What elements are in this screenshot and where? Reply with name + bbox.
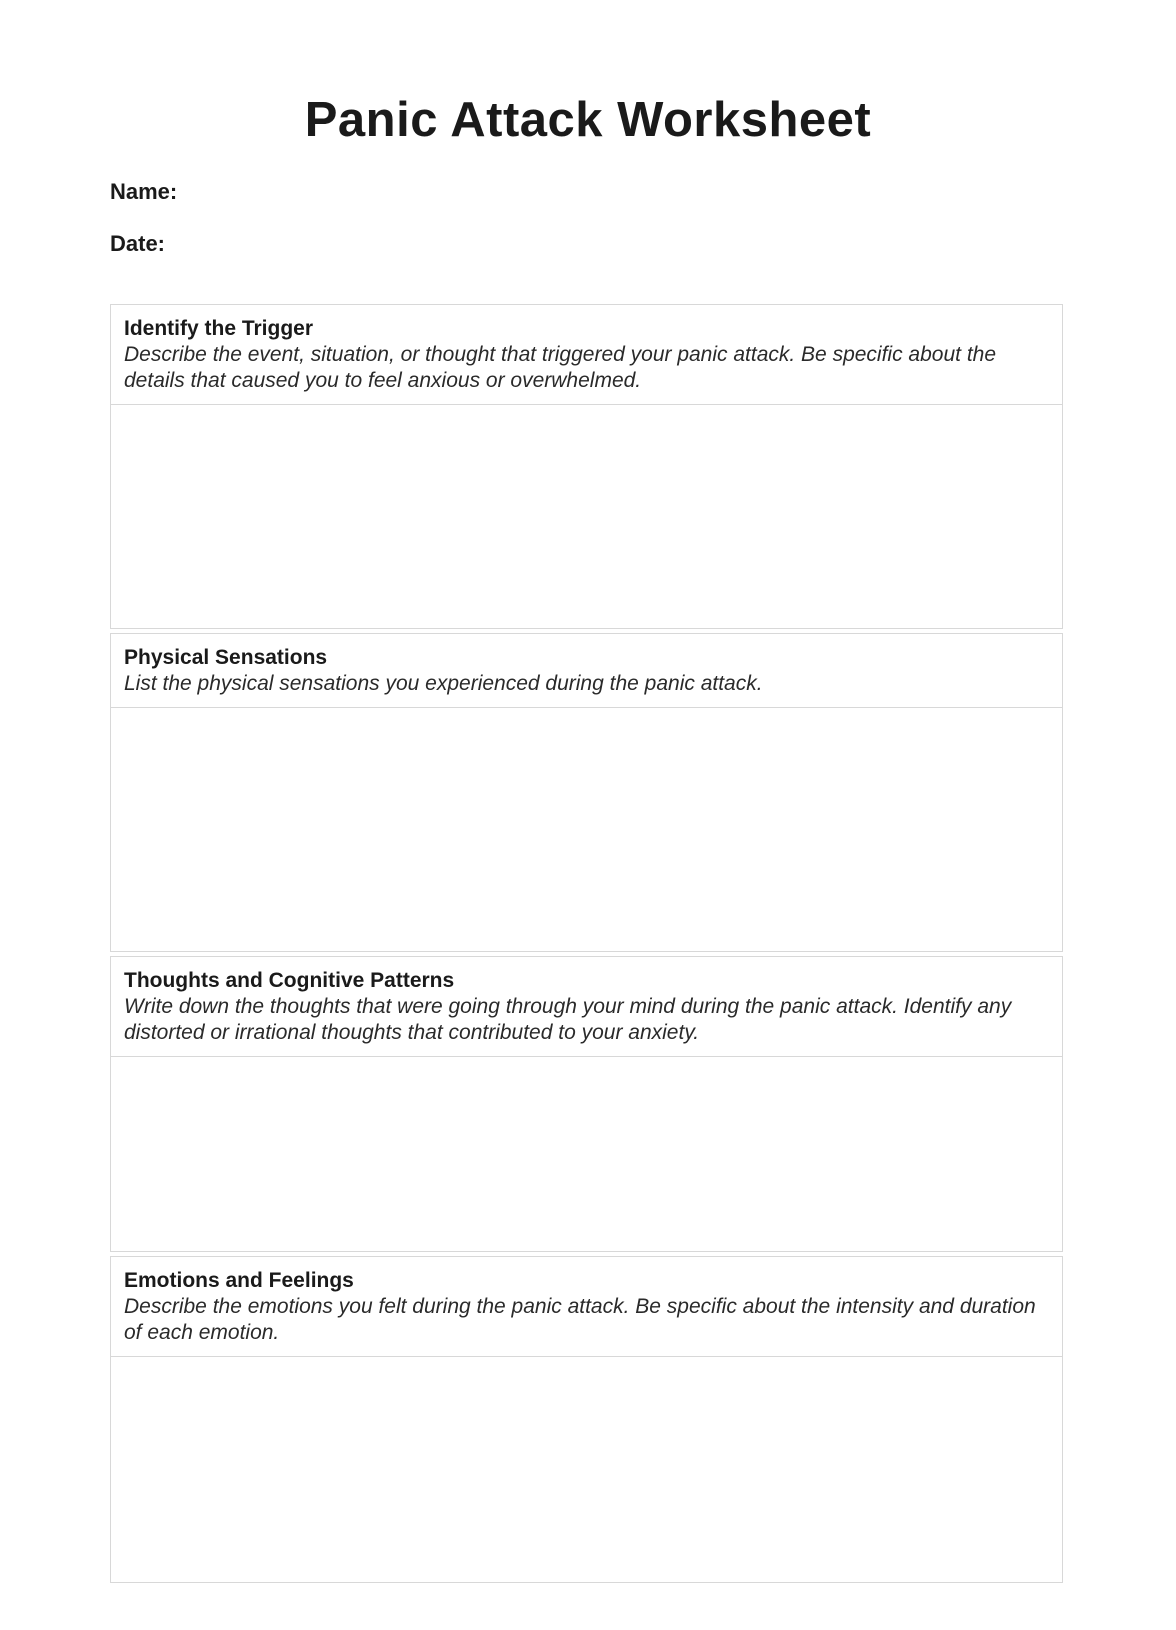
section-title: Physical Sensations bbox=[124, 646, 328, 669]
answer-area-trigger[interactable] bbox=[111, 405, 1062, 628]
sections-container bbox=[110, 304, 1063, 1583]
answer-area-thoughts[interactable] bbox=[111, 1057, 1062, 1251]
section-header bbox=[111, 305, 1062, 405]
section-description: Write down the thoughts that were going through your mind during the panic attack. Identify any distorted or irrational thoughts that contributed to your anxiety. bbox=[124, 995, 1012, 1044]
section-identify-trigger bbox=[110, 304, 1063, 629]
section-header bbox=[111, 634, 1062, 708]
section-description: Describe the event, situation, or thought that triggered your panic attack. Be specific about the details that caused you to feel anxious or overwhelmed. bbox=[124, 343, 997, 392]
section-header bbox=[111, 1257, 1062, 1357]
page-title: Panic Attack Worksheet bbox=[304, 93, 872, 147]
section-physical-sensations bbox=[110, 633, 1063, 952]
date-label: Date: bbox=[110, 231, 166, 256]
section-title: Identify the Trigger bbox=[124, 317, 314, 340]
name-label: Name: bbox=[110, 179, 178, 204]
section-description: List the physical sensations you experienced during the panic attack. bbox=[124, 672, 763, 695]
section-title: Thoughts and Cognitive Patterns bbox=[124, 969, 455, 992]
section-title: Emotions and Feelings bbox=[124, 1269, 354, 1292]
section-emotions-feelings bbox=[110, 1256, 1063, 1583]
answer-area-emotions[interactable] bbox=[111, 1357, 1062, 1582]
section-description: Describe the emotions you felt during the panic attack. Be specific about the intensity and duration of each emotion. bbox=[124, 1295, 1036, 1344]
section-thoughts-cognitive-patterns bbox=[110, 956, 1063, 1252]
section-header bbox=[111, 957, 1062, 1057]
answer-area-physical-sensations[interactable] bbox=[111, 708, 1062, 951]
